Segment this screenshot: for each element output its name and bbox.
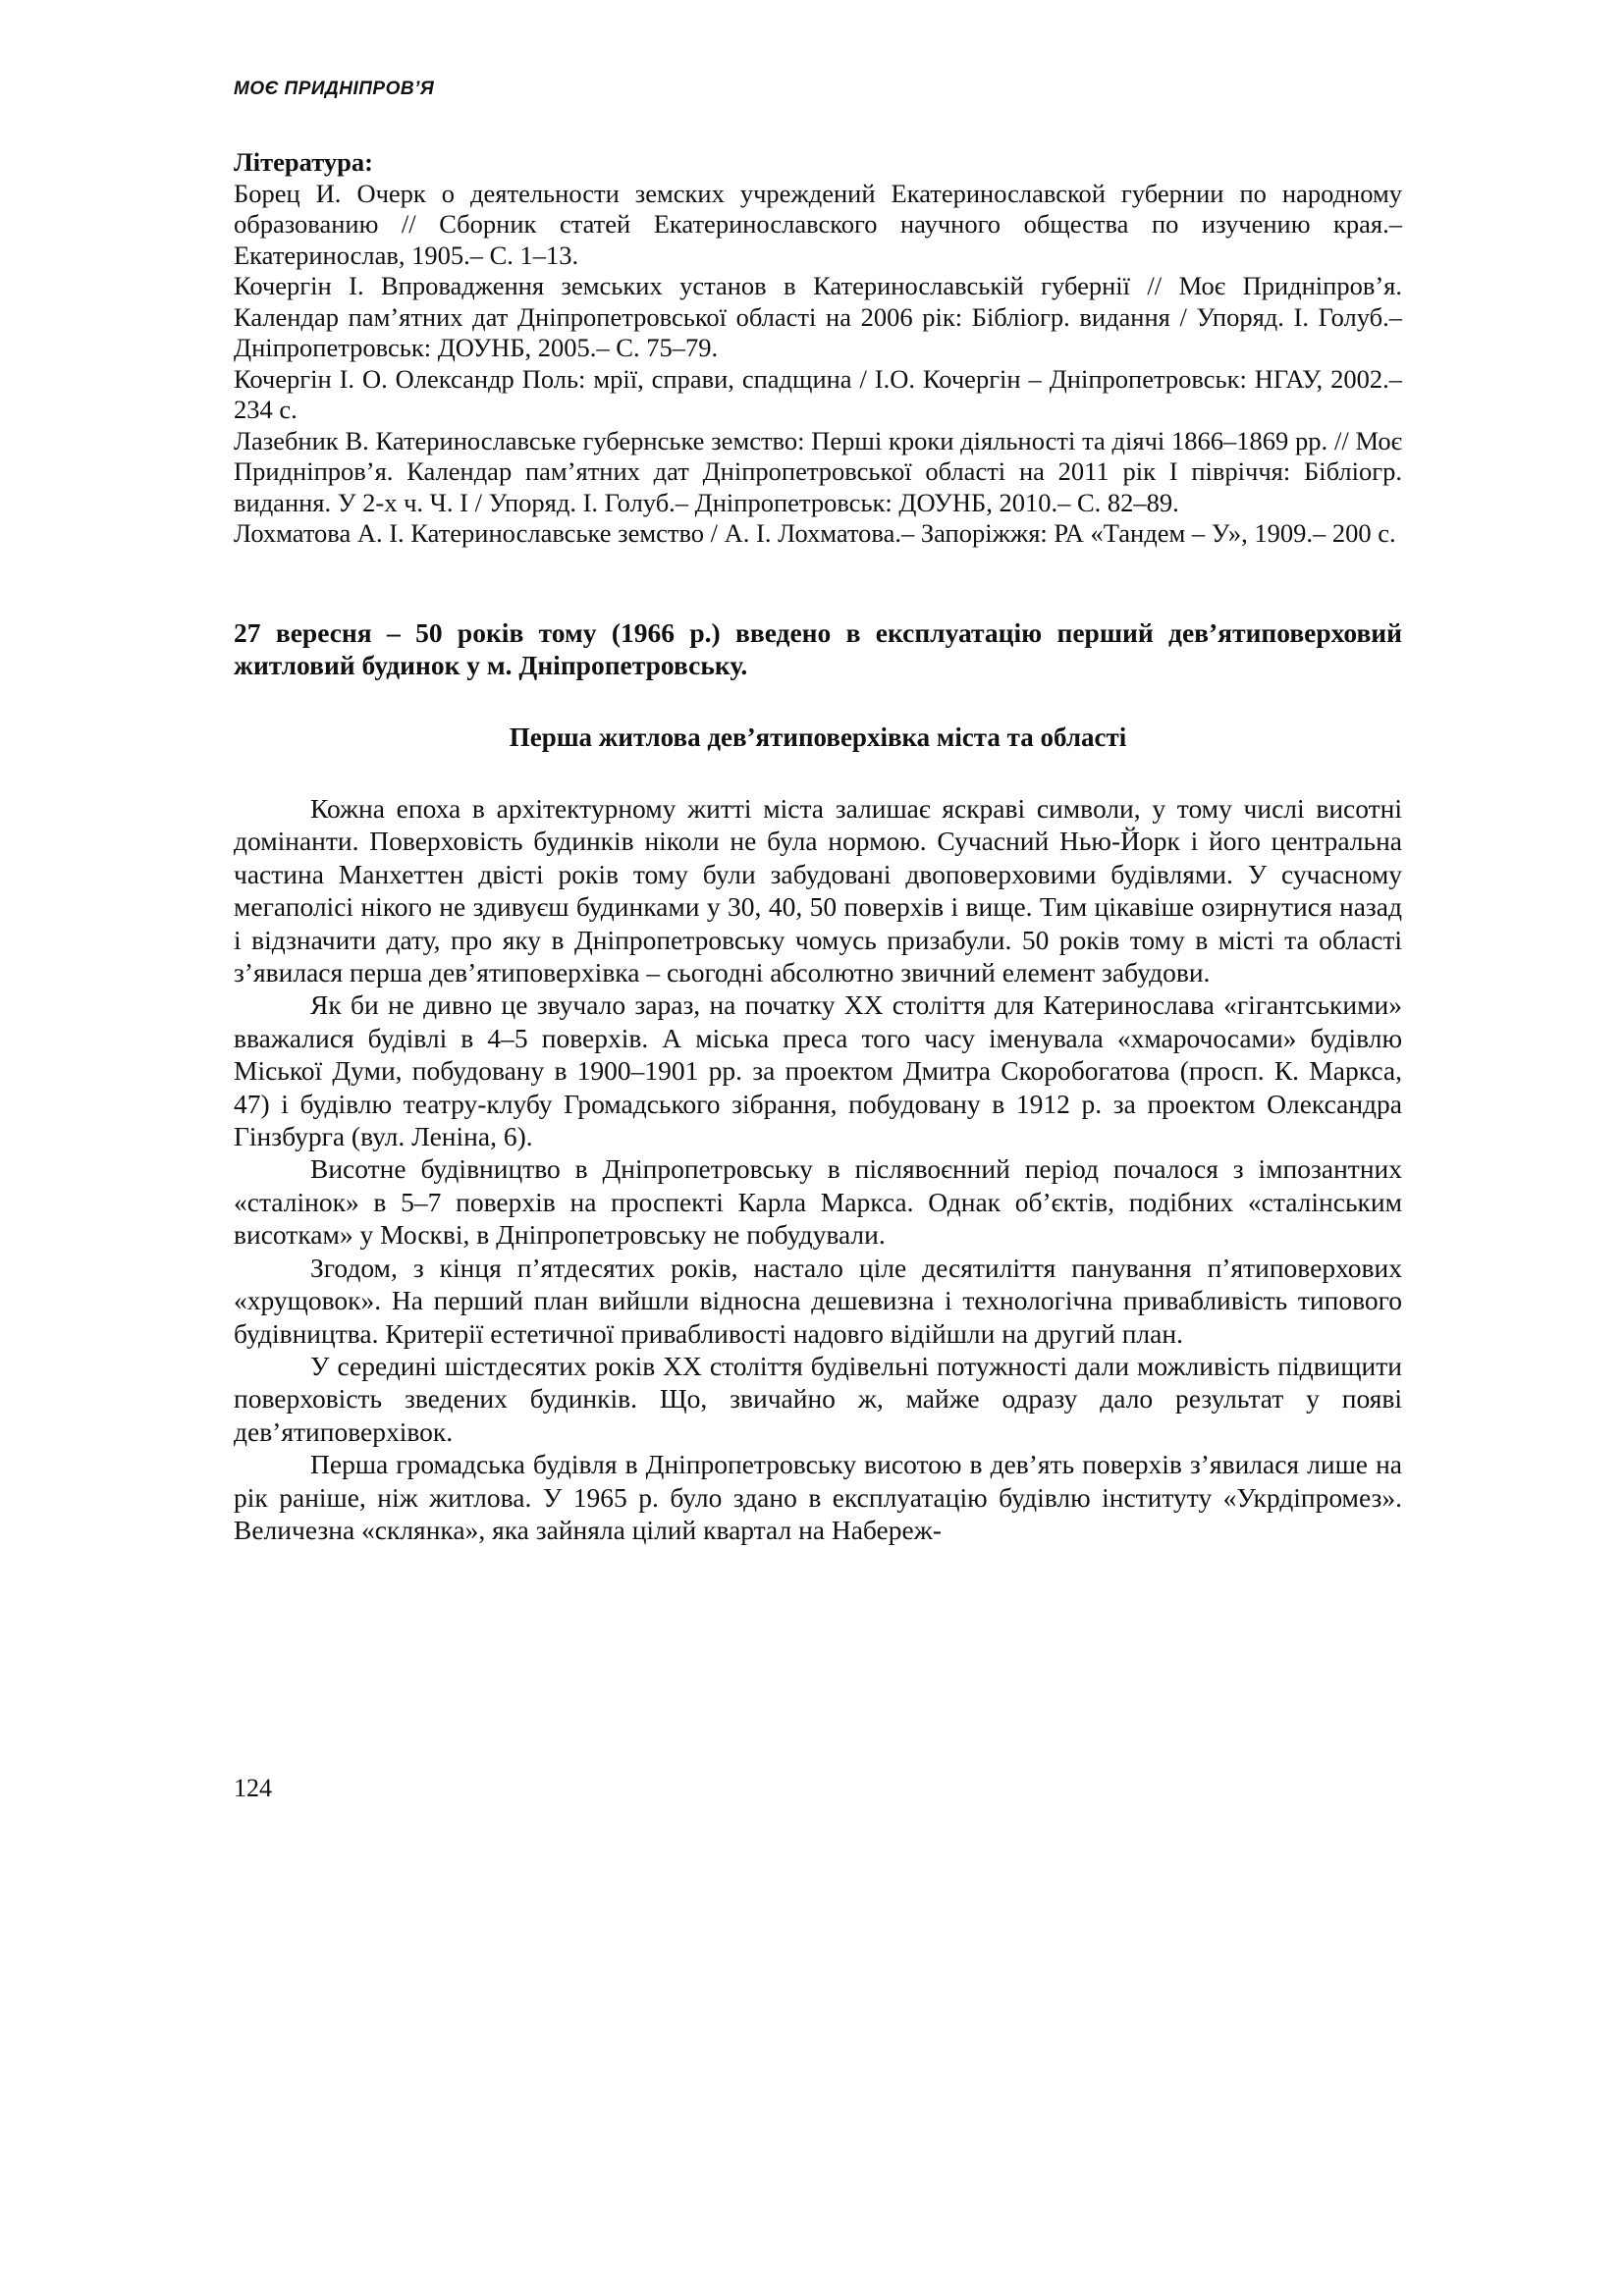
page-number: 124 (234, 1774, 272, 1802)
body-paragraph: Згодом, з кінця п’ятдесятих років, настало ціле десятиліття панування п’ятиповерхових «хрущовок». На перший план вийшли відносна дешевизна і технологічна привабливість типового будівництва. Критерії естетичної привабливості надовго відійшли на другий план. (234, 1252, 1402, 1349)
reference-item: Лохматова А. І. Катеринославське земство / А. І. Лохматова.– Запоріжжя: РА «Тандем – У», 1909.– 200 с. (234, 518, 1396, 548)
article-body (234, 792, 1402, 1546)
reference-item: Кочергін І. О. Олександр Поль: мрії, справи, спадщина / І.О. Кочергін – Дніпропетровськ: НГАУ, 2002.– 234 с. (234, 363, 1402, 424)
date-announcement: 27 вересня – 50 років тому (1966 р.) введено в експлуатацію перший дев’ятиповерховий житловий будинок у м. Дніпропетровську. (234, 616, 1402, 680)
reference-item: Лазебник В. Катеринославське губернське земство: Перші кроки діяльності та діячі 1866–1869 рр. // Моє Придніпров’я. Календар пам’ятних дат Дніпропетровської області на 2011 рік І півріччя: Бібліогр. видання. У 2-х ч. Ч. І / Упоряд. І. Голуб.– Дніпропетровськ: ДОУНБ, 2010.– С. 82–89. (234, 425, 1402, 517)
body-paragraph: Як би не дивно це звучало зараз, на початку XX століття для Катеринослава «гігантськими» вважалися будівлі в 4–5 поверхів. А міська преса того часу іменувала «хмарочосами» будівлю Міської Думи, побудовану в 1900–1901 рр. за проектом Дмитра Скоробогатова (просп. К. Маркса, 47) і будівлю театру-клубу Громадського зібрання, побудовану в 1912 р. за проектом Олександра Гінзбурга (вул. Леніна, 6). (234, 989, 1402, 1152)
body-paragraph: Кожна епоха в архітектурному житті міста залишає яскраві символи, у тому числі висотні домінанти. Поверховість будинків ніколи не була нормою. Сучасний Нью-Йорк і його центральна частина Манхеттен двісті років тому були забудовані двоповерховими будівлями. У сучасному мегаполісі нікого не здивуєш будинками у 30, 40, 50 поверхів і вище. Тим цікавіше озирнутися назад і відзначити дату, про яку в Дніпропетровську чомусь призабули. 50 років тому в місті та області з’явилася перша дев’ятиповерхівка – сьогодні абсолютно звичний елемент забудови. (234, 793, 1402, 988)
page-content (234, 147, 1402, 1546)
reference-item: Кочергін І. Впровадження земських установ в Катеринославській губернії // Моє Придніпров’я. Календар пам’ятних дат Дніпропетровської області на 2006 рік: Бібліогр. видання / Упоряд. І. Голуб.– Дніпропетровськ: ДОУНБ, 2005.– С. 75–79. (234, 271, 1402, 362)
reference-list (234, 179, 1402, 550)
reference-item: Борец И. Очерк о деятельности земских учреждений Екатеринославской губернии по народному образованию // Сборник статей Екатеринославского научного общества по изучению края.– Екатеринослав, 1905.– С. 1–13. (234, 178, 1402, 270)
literature-heading: Література: (234, 147, 373, 177)
body-paragraph: Висотне будівництво в Дніпропетровську в післявоєнний період почалося з імпозантних «сталінок» в 5–7 поверхів на проспекті Карла Маркса. Однак об’єктів, подібних «сталінським висоткам» у Москві, в Дніпропетровську не побудували. (234, 1153, 1402, 1251)
running-header: МОЄ ПРИДНІПРОВ’Я (234, 79, 435, 99)
body-paragraph: Перша громадська будівля в Дніпропетровську висотою в дев’ять поверхів з’явилася лише на рік раніше, ніж житлова. У 1965 р. було здано в експлуатацію будівлю інституту «Укрдіпромез». Величезна «склянка», яка зайняла цілий квартал на Набереж- (234, 1449, 1402, 1545)
body-paragraph: У середині шістдесятих років XX століття будівельні потужності дали можливість підвищити поверховість зведених будинків. Що, звичайно ж, майже одразу дало результат у появі дев’ятиповерхівок. (234, 1350, 1402, 1447)
article-title: Перша житлова дев’ятиповерхівка міста та області (509, 721, 1127, 752)
